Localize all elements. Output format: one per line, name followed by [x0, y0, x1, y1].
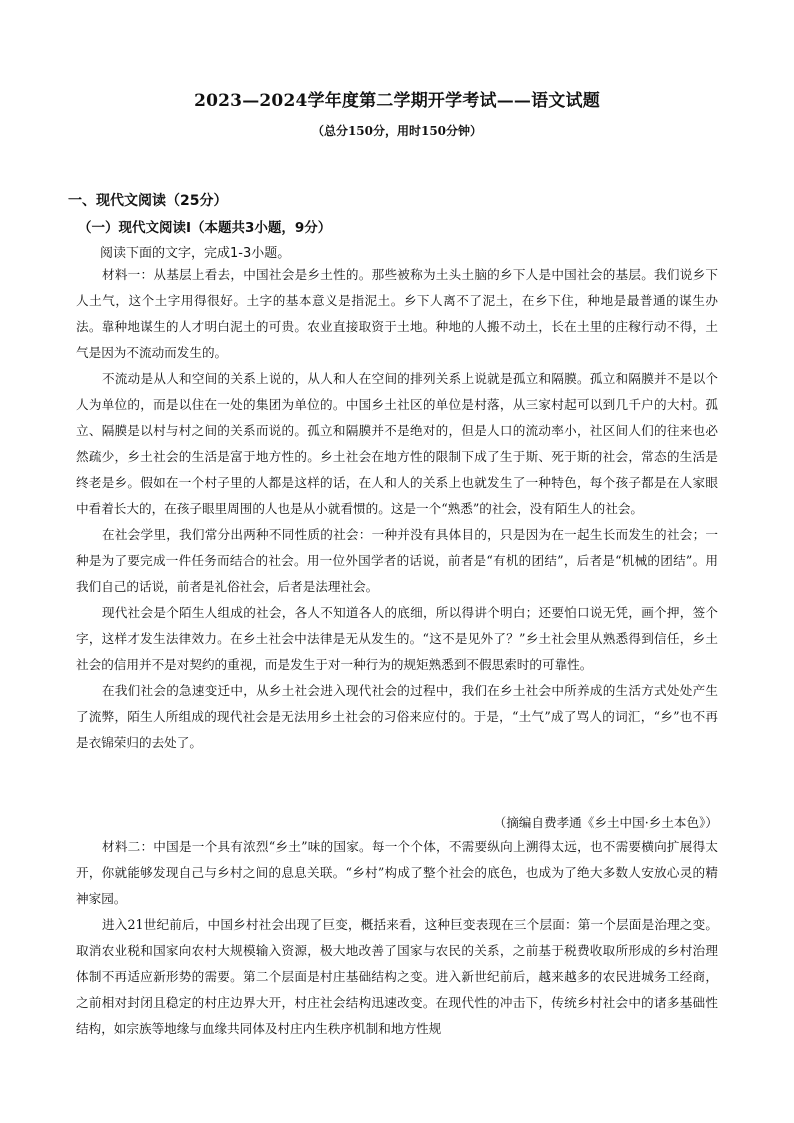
- paragraph: 材料一：从基层上看去，中国社会是乡土性的。那些被称为土头土脑的乡下人是中国社会的基层。我们说乡下人土气，这个土字用得很好。土字的基本意义是指泥土。乡下人离不了泥土，在乡下住，种地是最普通的谋生办法。靠种地谋生的人才明白泥土的可贵。农业直接取资于土地。种地的人搬不动土，长在土里的庄稼行动不得，土气是因为不流动而发生的。: [76, 267, 718, 360]
- section-heading: 一、现代文阅读（25分）: [68, 193, 228, 209]
- reading-instruction: 阅读下面的文字，完成1-3小题。: [100, 246, 291, 261]
- paragraph: 材料二：中国是一个具有浓烈“乡土”味的国家。每一个个体，不需要纵向上溯得太远，也不需要横向扩展得太开，你就能够发现自己与乡村之间的息息关联。“乡村”构成了整个社会的底色，也成为了绝大多数人安放心灵的精神家园。: [76, 839, 718, 906]
- paragraph: 在社会学里，我们常分出两种不同性质的社会：一种并没有具体目的，只是因为在一起生长而发生的社会；一种是为了要完成一件任务而结合的社会。用一位外国学者的话说，前者是“有机的团结”，后者是“机械的团结”。用我们自己的话说，前者是礼俗社会，后者是法理社会。: [76, 527, 718, 594]
- exam-title: 2023—2024学年度第二学期开学考试——语文试题: [194, 91, 600, 111]
- paragraph: 进入21世纪前后，中国乡村社会出现了巨变，概括来看，这种巨变表现在三个层面：第一个层面是治理之变。取消农业税和国家向农村大规模输入资源，极大地改善了国家与农民的关系，之前基于税费收取所形成的乡村治理体制不再适应新形势的需要。第二个层面是村庄基础结构之变。进入新世纪前后，越来越多的农民进城务工经商，之前相对封闭且稳定的村庄边界大开，村庄社会结构迅速改变。在现代性的冲击下，传统乡村社会中的诸多基础性结构，如宗族等地缘与血缘共同体及村庄内生秩序机制和地方性规: [76, 917, 718, 1036]
- material-two: [76, 834, 718, 1042]
- exam-subtitle: （总分150分，用时150分钟）: [311, 124, 483, 138]
- paragraph: 在我们社会的急速变迁中，从乡土社会进入现代社会的过程中，我们在乡土社会中所养成的生活方式处处产生了流弊，陌生人所组成的现代社会是无法用乡土社会的习俗来应付的。于是，“土气”成了骂人的词汇，“乡”也不再是衣锦荣归的去处了。: [76, 683, 718, 750]
- material-one: [76, 262, 718, 756]
- part-heading: （一）现代文阅读Ⅰ（本题共3小题，9分）: [78, 220, 332, 236]
- paragraph: 现代社会是个陌生人组成的社会，各人不知道各人的底细，所以得讲个明白；还要怕口说无凭，画个押，签个字，这样才发生法律效力。在乡土社会中法律是无从发生的。“这不是见外了？”乡土社会里从熟悉得到信任，乡土社会的信用并不是对契约的重视，而是发生于对一种行为的规矩熟悉到不假思索时的可靠性。: [76, 605, 718, 672]
- material-one-citation: （摘编自费孝通《乡土中国·乡土本色》）: [493, 815, 718, 830]
- paragraph: 不流动是从人和空间的关系上说的，从人和人在空间的排列关系上说就是孤立和隔膜。孤立和隔膜并不是以个人为单位的，而是以住在一处的集团为单位的。中国乡土社区的单位是村落，从三家村起可以到几千户的大村。孤立、隔膜是以村与村之间的关系而说的。孤立和隔膜并不是绝对的，但是人口的流动率小，社区间人们的往来也必然疏少，乡土社会的生活是富于地方性的。乡土社会在地方性的限制下成了生于斯、死于斯的社会，常态的生活是终老是乡。假如在一个村子里的人都是这样的话，在人和人的关系上也就发生了一种特色，每个孩子都是在人家眼中看着长大的，在孩子眼里周围的人也是从小就看惯的。这是一个“熟悉”的社会，没有陌生人的社会。: [76, 371, 718, 516]
